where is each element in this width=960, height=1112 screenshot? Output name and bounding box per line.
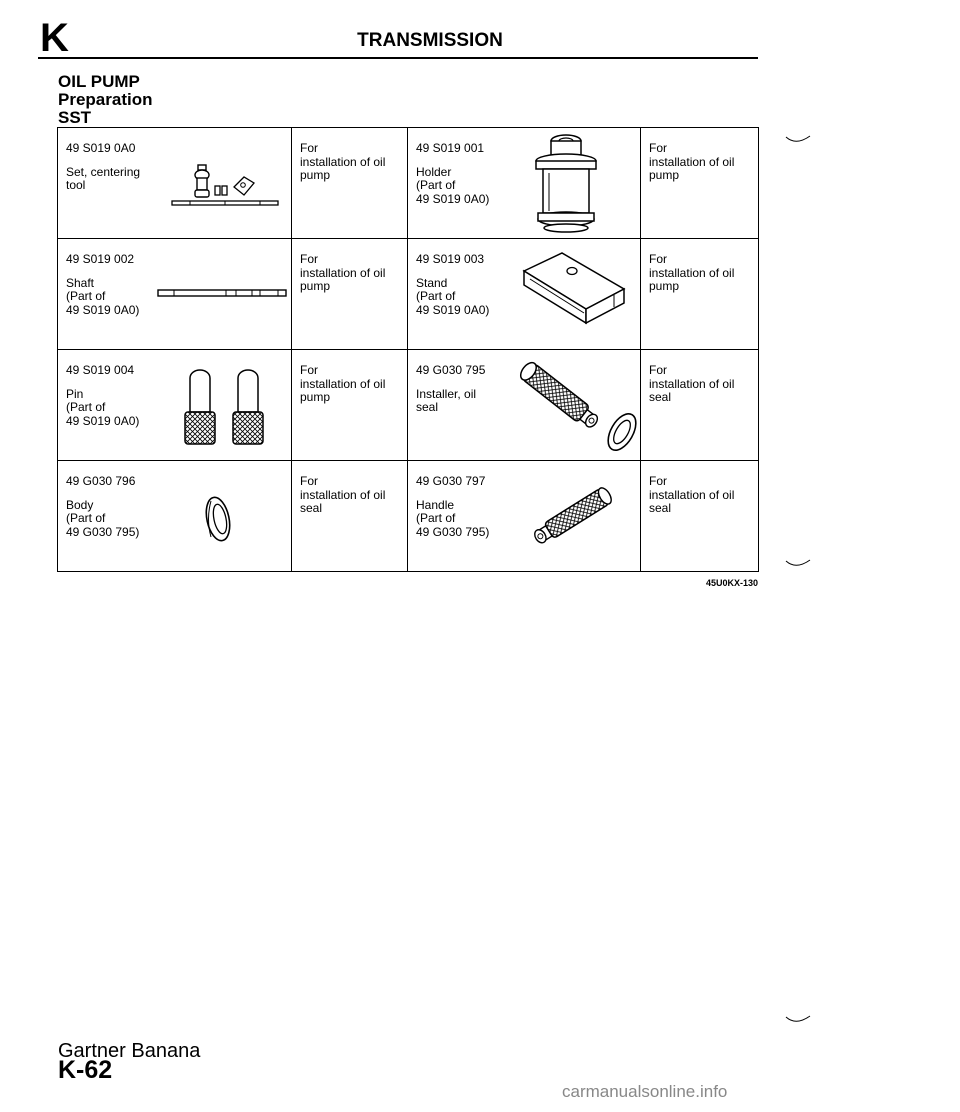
- centering-tool-set-icon: [170, 163, 282, 209]
- section-letter: K: [40, 16, 69, 60]
- binding-mark-icon: [784, 1014, 812, 1026]
- tool-name: Handle (Part of 49 G030 795): [416, 497, 490, 539]
- part-number: 49 S019 0A0: [66, 141, 136, 155]
- tool-name: Holder (Part of 49 S019 0A0): [416, 164, 490, 206]
- subsection-heading: Preparation: [58, 90, 153, 109]
- use-cell: [641, 461, 759, 572]
- body-ring-icon: [198, 491, 238, 547]
- tool-cell: [58, 461, 292, 572]
- pin-icon: [170, 364, 274, 450]
- tool-name: Stand (Part of 49 S019 0A0): [416, 275, 490, 317]
- tool-cell: [58, 350, 292, 461]
- table-row: [58, 128, 759, 239]
- page-title: TRANSMISSION: [357, 30, 503, 51]
- figure-code: 45U0KX-130: [705, 578, 758, 588]
- tool-use: For installation of oil pump: [649, 141, 735, 182]
- tool-use: For installation of oil seal: [649, 363, 735, 404]
- stand-icon: [520, 249, 630, 329]
- tool-use: For installation of oil pump: [300, 363, 386, 404]
- table-row: [58, 461, 759, 572]
- table-row: [58, 239, 759, 350]
- watermark: carmanualsonline.info: [562, 1082, 728, 1101]
- handle-icon: [526, 479, 626, 549]
- oil-seal-installer-icon: [510, 356, 640, 456]
- tool-use: For installation of oil seal: [649, 474, 735, 515]
- use-cell: [292, 350, 408, 461]
- header-rule: [38, 57, 758, 59]
- holder-icon: [531, 133, 601, 233]
- tool-use: For installation of oil pump: [649, 252, 735, 293]
- page-number: K-62: [58, 1056, 113, 1084]
- tool-use: For installation of oil pump: [300, 252, 386, 293]
- part-number: 49 S019 001: [416, 141, 485, 155]
- tool-cell: [408, 350, 641, 461]
- binding-mark-icon: [784, 134, 812, 146]
- use-cell: [641, 239, 759, 350]
- use-cell: [641, 350, 759, 461]
- use-cell: [292, 239, 408, 350]
- tool-cell: [58, 239, 292, 350]
- footer-brand: Gartner Banana: [58, 1040, 201, 1062]
- use-cell: [292, 128, 408, 239]
- tool-use: For installation of oil seal: [300, 474, 386, 515]
- part-number: 49 G030 797: [416, 474, 486, 488]
- tool-cell: [408, 239, 641, 350]
- sst-table: [57, 127, 759, 572]
- shaft-icon: [156, 286, 288, 300]
- tool-cell: [408, 461, 641, 572]
- binding-mark-icon: [784, 558, 812, 570]
- use-cell: [292, 461, 408, 572]
- tool-use: For installation of oil pump: [300, 141, 386, 182]
- tool-name: Pin (Part of 49 S019 0A0): [66, 386, 140, 428]
- tool-name: Shaft (Part of 49 S019 0A0): [66, 275, 140, 317]
- tool-name: Body (Part of 49 G030 795): [66, 497, 140, 539]
- section-heading: OIL PUMP: [58, 72, 140, 91]
- tool-name: Installer, oil seal: [416, 386, 477, 414]
- part-number: 49 S019 002: [66, 252, 135, 266]
- tool-cell: [408, 128, 641, 239]
- category-heading: SST: [58, 108, 92, 127]
- tool-cell: [58, 128, 292, 239]
- part-number: 49 S019 004: [66, 363, 135, 377]
- part-number: 49 G030 796: [66, 474, 136, 488]
- part-number: 49 S019 003: [416, 252, 485, 266]
- tool-name: Set, centering tool: [66, 164, 141, 192]
- use-cell: [641, 128, 759, 239]
- part-number: 49 G030 795: [416, 363, 486, 377]
- table-row: [58, 350, 759, 461]
